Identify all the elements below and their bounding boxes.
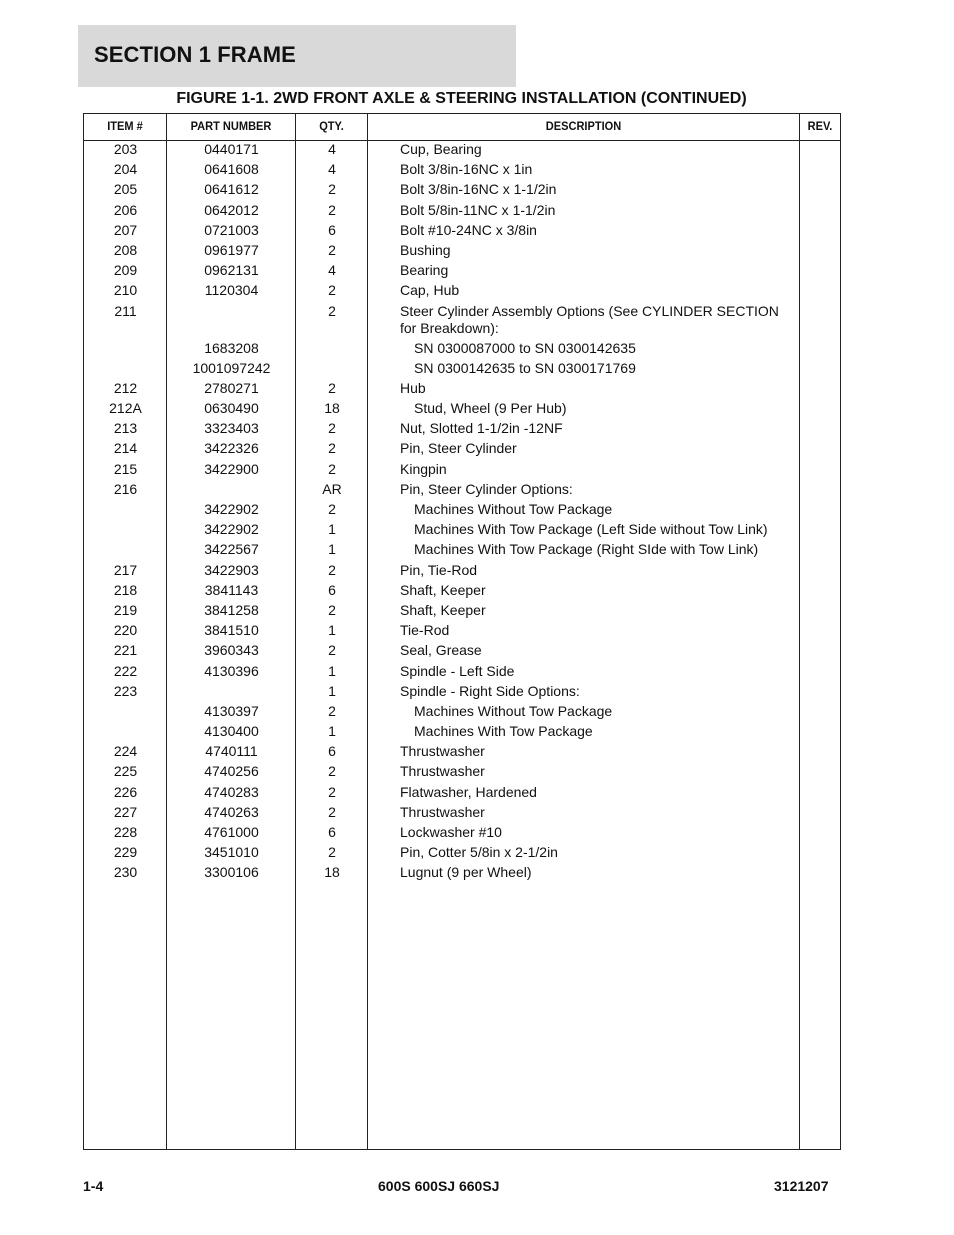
item-cell: 226 (113, 783, 138, 800)
part-number-cell: 3422903 (204, 561, 259, 578)
table-row (84, 804, 840, 821)
item-cell: 230 (113, 864, 138, 881)
description-cell: Nut, Slotted 1-1/2in -12NF (400, 420, 563, 437)
part-number-cell: 0641608 (204, 161, 259, 178)
item-cell: 216 (113, 480, 138, 497)
part-number-cell: 0721003 (204, 221, 259, 238)
table-row (84, 262, 840, 279)
item-cell: 229 (113, 844, 138, 861)
model-list: 600S 600SJ 660SJ (378, 1178, 500, 1194)
table-row (84, 844, 840, 861)
description-cell: Hub (400, 379, 426, 396)
qty-cell: 2 (328, 501, 336, 517)
table-row (84, 161, 840, 178)
part-number-cell: 1120304 (204, 282, 259, 299)
table-row (84, 683, 840, 700)
part-number-cell: 3323403 (204, 420, 259, 437)
part-number-cell: 4740256 (204, 763, 259, 780)
section-title: SECTION 1 FRAME (94, 42, 296, 67)
part-number-cell: 3451010 (204, 844, 259, 861)
qty-cell: 2 (328, 201, 336, 218)
description-cell: Thrustwasher (400, 743, 485, 760)
description-cell: Machines With Tow Package (Right SIde with Tow Link) (414, 541, 759, 558)
part-number-cell: 0630490 (204, 400, 259, 417)
table-row (84, 461, 840, 478)
table-row (84, 784, 840, 801)
description-cell: Flatwasher, Hardened (400, 783, 537, 800)
table-row (84, 622, 840, 639)
qty-cell: 1 (328, 521, 336, 538)
table-row (84, 743, 840, 760)
description-cell: Pin, Steer Cylinder Options: (400, 480, 573, 497)
part-number-cell: 3422326 (204, 440, 259, 457)
document-number: 3121207 (774, 1178, 829, 1194)
qty-cell: 2 (328, 642, 336, 659)
table-body (84, 141, 840, 885)
table-header-row (84, 114, 840, 141)
table-row (84, 400, 840, 417)
part-number-cell: 3841510 (204, 622, 259, 639)
qty-cell: 6 (328, 743, 336, 760)
item-cell: 218 (113, 581, 138, 598)
header-part-number: PART NUMBER (190, 119, 272, 133)
part-number-cell: 3422900 (204, 460, 259, 477)
table-row (84, 521, 840, 538)
table-row (84, 440, 840, 457)
qty-cell: 2 (328, 561, 336, 578)
table-row (84, 141, 840, 158)
part-number-cell: 4740263 (204, 803, 259, 820)
description-cell: Cap, Hub (400, 282, 460, 299)
table-row (84, 663, 840, 680)
table-row (84, 864, 840, 881)
part-number-cell: 3300106 (204, 864, 259, 881)
qty-cell: 2 (328, 783, 336, 800)
qty-cell: 2 (328, 440, 336, 457)
table-row (84, 763, 840, 780)
description-cell: Spindle - Right Side Options: (400, 682, 580, 699)
table-row (84, 202, 840, 219)
table-row (84, 541, 840, 558)
item-cell: 222 (113, 662, 138, 679)
section-header-band (78, 25, 516, 87)
description-cell: SN 0300087000 to SN 0300142635 (414, 339, 636, 356)
table-row (84, 481, 840, 498)
item-cell: 205 (113, 181, 138, 198)
part-number-cell: 0961977 (204, 241, 259, 258)
qty-cell: AR (322, 480, 342, 497)
qty-cell: 1 (328, 682, 336, 699)
qty-cell: 2 (328, 702, 336, 719)
item-cell: 214 (113, 440, 138, 457)
item-cell: 206 (113, 201, 138, 218)
qty-cell: 2 (328, 601, 336, 618)
qty-cell: 6 (328, 581, 336, 598)
part-number-cell: 0962131 (204, 262, 259, 279)
description-cell: Tie-Rod (400, 622, 450, 639)
qty-cell: 2 (328, 803, 336, 820)
qty-cell: 2 (328, 241, 336, 258)
description-cell: Stud, Wheel (9 Per Hub) (414, 400, 567, 417)
table-row (84, 360, 840, 377)
part-number-cell: 4130400 (204, 723, 259, 740)
part-number-cell: 3422902 (204, 521, 259, 538)
header-item: ITEM # (107, 119, 143, 133)
part-number-cell: 3960343 (204, 642, 259, 659)
description-cell: Pin, Steer Cylinder (400, 440, 517, 457)
qty-cell: 18 (324, 864, 340, 881)
table-row (84, 420, 840, 437)
item-cell: 221 (113, 642, 138, 659)
part-number-cell: 0642012 (204, 201, 259, 218)
part-number-cell: 3422902 (204, 501, 259, 517)
item-cell: 223 (113, 682, 138, 699)
description-cell: Shaft, Keeper (400, 581, 486, 598)
item-cell: 208 (113, 241, 138, 258)
qty-cell: 4 (328, 161, 336, 178)
description-cell: SN 0300142635 to SN 0300171769 (414, 359, 636, 376)
item-cell: 227 (113, 803, 138, 820)
description-cell: Bolt 5/8in-11NC x 1-1/2in (400, 201, 556, 218)
description-cell: Kingpin (400, 460, 447, 477)
description-cell: Spindle - Left Side (400, 662, 515, 679)
part-number-cell: 4130396 (204, 662, 259, 679)
table-row (84, 824, 840, 841)
qty-cell: 1 (328, 723, 336, 740)
qty-cell: 2 (328, 282, 336, 299)
part-number-cell: 4740111 (205, 743, 258, 760)
description-cell: Bushing (400, 241, 451, 258)
description-cell: Pin, Cotter 5/8in x 2-1/2in (400, 844, 558, 861)
table-row (84, 602, 840, 619)
part-number-cell: 3422567 (204, 541, 259, 558)
table-row (84, 582, 840, 599)
header-description: DESCRIPTION (545, 119, 622, 133)
item-cell: 215 (113, 460, 138, 477)
description-cell: Thrustwasher (400, 803, 485, 820)
qty-cell: 18 (324, 400, 340, 417)
page-number: 1-4 (83, 1178, 104, 1194)
item-cell: 224 (113, 743, 138, 760)
description-cell: Steer Cylinder Assembly Options (See CYLINDER SECTION for Breakdown): (400, 302, 779, 336)
item-cell: 204 (113, 161, 138, 178)
qty-cell: 1 (328, 622, 336, 639)
item-cell: 211 (114, 302, 137, 319)
description-cell: Lugnut (9 per Wheel) (400, 864, 532, 881)
part-number-cell: 2780271 (204, 379, 259, 396)
part-number-cell: 4130397 (204, 702, 259, 719)
table-row (84, 562, 840, 579)
table-row (84, 282, 840, 299)
table-row (84, 303, 840, 337)
description-cell: Machines Without Tow Package (414, 501, 613, 517)
part-number-cell: 4761000 (204, 824, 259, 840)
item-cell: 212 (113, 379, 138, 396)
table-row (84, 380, 840, 397)
qty-cell: 2 (328, 420, 336, 437)
qty-cell: 2 (328, 302, 336, 319)
table-row (84, 222, 840, 239)
item-cell: 212A (109, 400, 142, 417)
table-row (84, 340, 840, 357)
item-cell: 228 (113, 824, 138, 840)
description-cell: Bolt 3/8in-16NC x 1in (400, 161, 533, 178)
part-number-cell: 1683208 (204, 339, 259, 356)
qty-cell: 4 (328, 262, 336, 279)
qty-cell: 2 (328, 379, 336, 396)
parts-table (83, 113, 841, 1150)
part-number-cell: 4740283 (204, 783, 259, 800)
qty-cell: 6 (328, 221, 336, 238)
qty-cell: 1 (328, 541, 336, 558)
part-number-cell: 1001097242 (192, 359, 271, 376)
item-cell: 210 (113, 282, 138, 299)
table-row (84, 703, 840, 720)
description-cell: Machines With Tow Package (Left Side without Tow Link) (414, 521, 768, 538)
header-rev: REV. (807, 119, 833, 133)
description-cell: Machines With Tow Package (414, 723, 593, 740)
description-cell: Thrustwasher (400, 763, 485, 780)
description-cell: Bolt #10-24NC x 3/8in (400, 221, 537, 238)
description-cell: Bolt 3/8in-16NC x 1-1/2in (400, 181, 557, 198)
qty-cell: 1 (328, 662, 336, 679)
qty-cell: 2 (328, 844, 336, 861)
qty-cell: 2 (328, 181, 336, 198)
table-row (84, 181, 840, 198)
item-cell: 207 (113, 221, 138, 238)
qty-cell: 4 (328, 141, 336, 157)
description-cell: Seal, Grease (400, 642, 482, 659)
part-number-cell: 3841258 (204, 601, 259, 618)
item-cell: 219 (113, 601, 138, 618)
description-cell: Machines Without Tow Package (414, 702, 613, 719)
item-cell: 225 (113, 763, 138, 780)
qty-cell: 2 (328, 460, 336, 477)
item-cell: 209 (113, 262, 138, 279)
table-row (84, 501, 840, 518)
description-cell: Lockwasher #10 (400, 824, 502, 840)
figure-title: FIGURE 1-1. 2WD FRONT AXLE & STEERING INSTALLATION (CONTINUED) (176, 90, 747, 107)
table-row (84, 642, 840, 659)
item-cell: 213 (113, 420, 138, 437)
description-cell: Cup, Bearing (400, 141, 482, 157)
header-qty: QTY. (319, 119, 344, 133)
description-cell: Pin, Tie-Rod (400, 561, 478, 578)
description-cell: Bearing (400, 262, 449, 279)
item-cell: 220 (113, 622, 138, 639)
item-cell: 203 (113, 141, 138, 157)
qty-cell: 2 (328, 763, 336, 780)
part-number-cell: 0440171 (204, 141, 259, 157)
qty-cell: 6 (328, 824, 336, 840)
part-number-cell: 0641612 (204, 181, 259, 198)
table-row (84, 723, 840, 740)
description-cell: Shaft, Keeper (400, 601, 486, 618)
part-number-cell: 3841143 (204, 581, 259, 598)
table-row (84, 242, 840, 259)
item-cell: 217 (113, 561, 138, 578)
